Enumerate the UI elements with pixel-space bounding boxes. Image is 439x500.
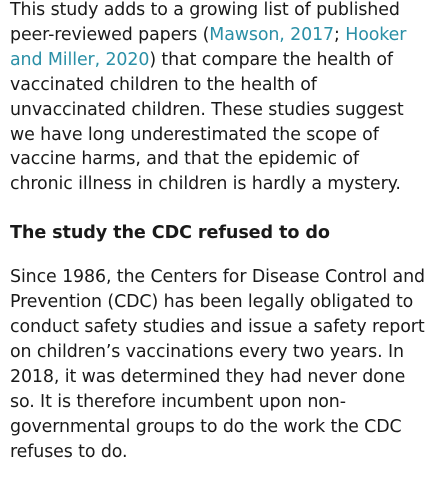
- citation-link-hooker-miller-cont[interactable]: and Miller, 2020: [10, 49, 150, 70]
- text-line: conduct safety studies and issue a safety report: [10, 317, 425, 338]
- text-line: we have long underestimated the scope of: [10, 124, 379, 145]
- text-line: so. It is therefore incumbent upon non-: [10, 391, 346, 412]
- text-line: This study adds to a growing list of published: [10, 0, 400, 20]
- text-line: [10, 48, 429, 73]
- text-line: Prevention (CDC) has been legally obligated to: [10, 292, 414, 313]
- text-fragment: ) that compare the health of: [149, 49, 393, 70]
- text-line: vaccine harms, and that the epidemic of: [10, 149, 359, 170]
- text-fragment: ;: [334, 24, 346, 45]
- text-line: chronic illness in children is hardly a mystery.: [10, 174, 401, 195]
- text-line: Since 1986, the Centers for Disease Control and: [10, 267, 425, 288]
- citation-link-mawson[interactable]: Mawson, 2017: [209, 24, 335, 45]
- citation-link-hooker-miller[interactable]: Hooker: [345, 24, 407, 45]
- text-line: governmental groups to do the work the CDC: [10, 416, 402, 437]
- section-heading: The study the CDC refused to do: [10, 223, 330, 244]
- text-line: [10, 23, 429, 48]
- text-line: on children’s vaccinations every two years. In: [10, 341, 404, 362]
- text-line: unvaccinated children. These studies suggest: [10, 99, 404, 120]
- text-line: 2018, it was determined they had never done: [10, 366, 406, 387]
- paragraph-cdc: [10, 265, 429, 464]
- text-line: vaccinated children to the health of: [10, 74, 317, 95]
- paragraph-intro: [10, 0, 429, 197]
- text-fragment: peer-reviewed papers (: [10, 24, 210, 45]
- text-line: refuses to do.: [10, 441, 128, 462]
